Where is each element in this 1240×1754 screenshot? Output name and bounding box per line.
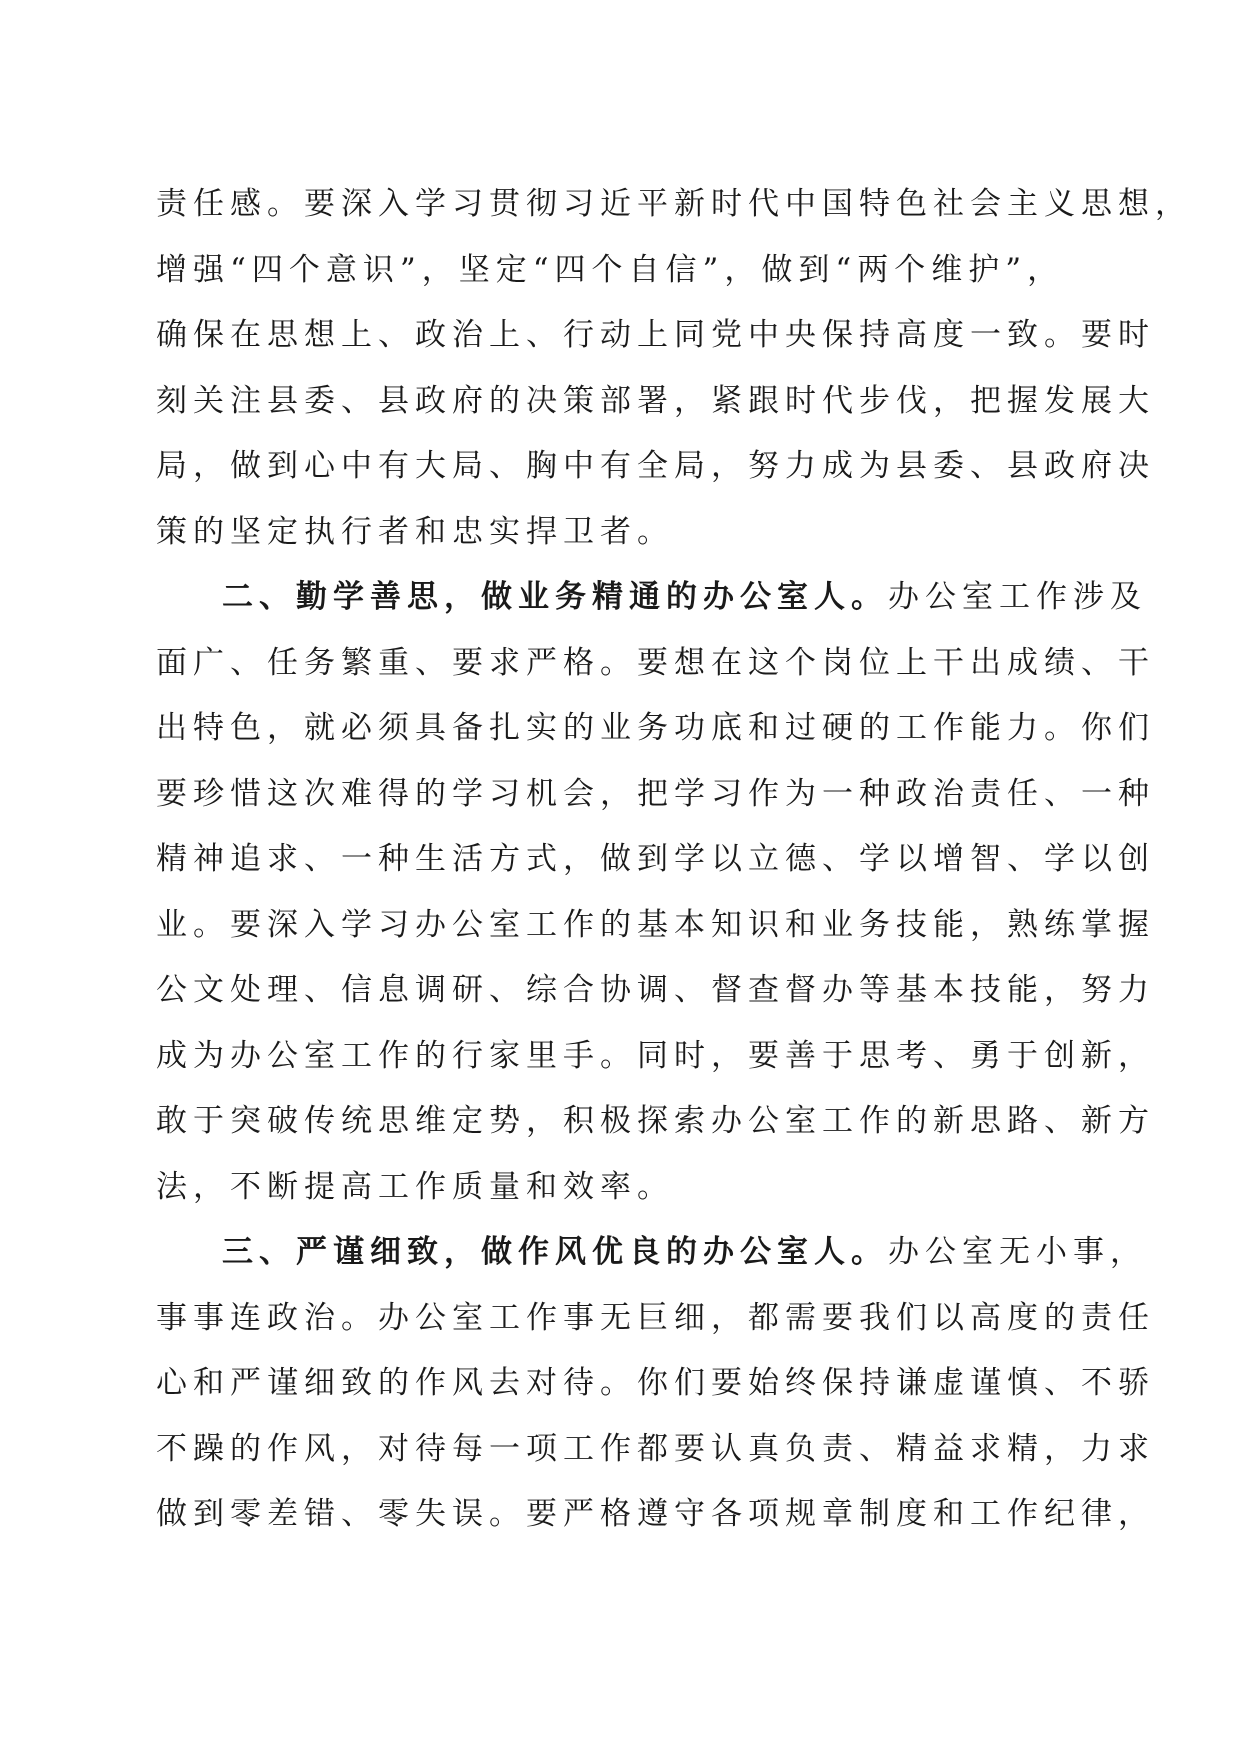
paragraph-line: 法，不断提高工作质量和效率。 [156, 1168, 674, 1205]
section-heading-3: 三、严谨细致，做作风优良的办公室人。 [222, 1234, 888, 1270]
paragraph-line: 责任感。要深入学习贯彻习近平新时代中国特色社会主义思想， [156, 186, 1192, 222]
paragraph-line: 刻关注县委、县政府的决策部署，紧跟时代步伐，把握发展大 [156, 382, 1155, 419]
paragraph-line: 面广、任务繁重、要求严格。要想在这个岗位上干出成绩、干 [156, 644, 1155, 681]
paragraph-line: 增强“四个意识”，坚定“四个自信”，做到“两个维护”， [156, 251, 1065, 288]
paragraph-1 [156, 172, 1192, 565]
paragraph-line: 敢于突破传统思维定势，积极探索办公室工作的新思路、新方 [156, 1103, 1155, 1139]
paragraph-line: 出特色，就必须具备扎实的业务功底和过硬的工作能力。你们 [156, 710, 1155, 746]
paragraph-line: 做到零差错、零失误。要严格遵守各项规章制度和工作纪律， [156, 1496, 1155, 1532]
paragraph-line-rest: 办公室无小事， [888, 1234, 1147, 1270]
paragraph-first-line [156, 1220, 1147, 1286]
paragraph-3 [156, 1220, 1155, 1548]
paragraph-line: 精神追求、一种生活方式，做到学以立德、学以增智、学以创 [156, 841, 1155, 877]
paragraph-2 [156, 565, 1155, 1220]
paragraph-line: 业。要深入学习办公室工作的基本知识和业务技能，熟练掌握 [156, 906, 1155, 943]
document-body [156, 172, 1192, 1548]
section-heading-2: 二、勤学善思，做业务精通的办公室人。 [222, 579, 888, 615]
paragraph-line: 要珍惜这次难得的学习机会，把学习作为一种政治责任、一种 [156, 775, 1155, 812]
paragraph-line: 事事连政治。办公室工作事无巨细，都需要我们以高度的责任 [156, 1299, 1155, 1336]
paragraph-line: 不躁的作风，对待每一项工作都要认真负责、精益求精，力求 [156, 1430, 1155, 1467]
paragraph-line: 公文处理、信息调研、综合协调、督查督办等基本技能，努力 [156, 972, 1155, 1008]
paragraph-first-line [156, 565, 1147, 631]
paragraph-line: 心和严谨细致的作风去对待。你们要始终保持谦虚谨慎、不骄 [156, 1365, 1155, 1401]
paragraph-line: 策的坚定执行者和忠实捍卫者。 [156, 513, 674, 550]
paragraph-line: 局，做到心中有大局、胸中有全局，努力成为县委、县政府决 [156, 448, 1155, 484]
paragraph-line: 成为办公室工作的行家里手。同时，要善于思考、勇于创新， [156, 1037, 1155, 1074]
paragraph-line-rest: 办公室工作涉及 [888, 579, 1147, 615]
paragraph-line: 确保在思想上、政治上、行动上同党中央保持高度一致。要时 [156, 317, 1155, 353]
